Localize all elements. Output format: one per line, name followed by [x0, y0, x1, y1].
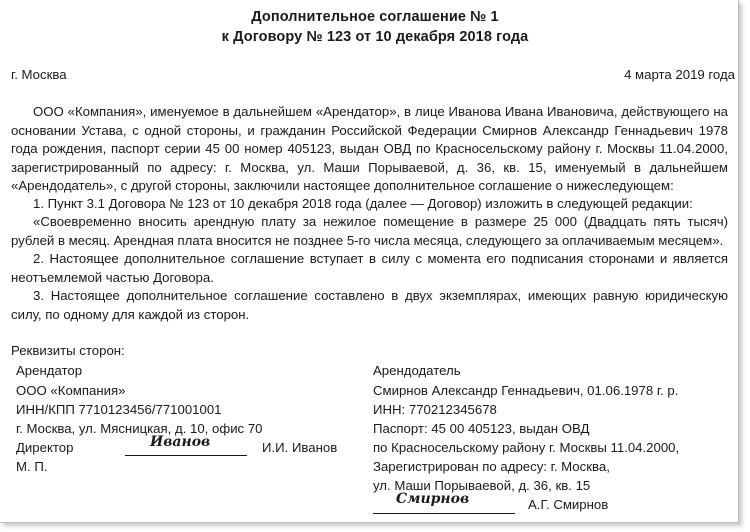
clause-1-quote: «Своевременно вносить арендную плату за нежилое помещение в размере 25 000 (Двадцать пять тысяч) рублей в месяц. Арендная плата вносится не позднее 5-го числа месяца, следующего за оплачиваемым месяцем».	[11, 214, 728, 248]
landlord-inn: ИНН: 770212345678	[373, 402, 497, 417]
clause-1: 1. Пункт 3.1 Договора № 123 от 10 декабря 2018 года (далее — Договор) изложить в следующей редакции:	[33, 196, 693, 211]
tenant-signature: Иванов	[150, 434, 211, 450]
landlord-signer-name: А.Г. Смирнов	[528, 497, 609, 512]
landlord-signature-line	[373, 513, 515, 514]
clause-2: 2. Настоящее дополнительное соглашение вступает в силу с момента его подписания сторонами и является неотъемлемой частью Договора.	[11, 251, 728, 285]
document-subtitle: к Договору № 123 от 10 декабря 2018 года	[221, 29, 529, 45]
tenant-name: ООО «Компания»	[16, 383, 126, 398]
landlord-passport-line2: по Красносельскому району г. Москвы 11.04.2000,	[373, 440, 680, 455]
document-date: 4 марта 2019 года	[624, 67, 735, 82]
clause-3: 3. Настоящее дополнительное соглашение составлено в двух экземплярах, имеющих равную юридическую силу, по одному для каждой из сторон.	[11, 288, 728, 322]
requisites-heading: Реквизиты сторон:	[11, 343, 125, 358]
landlord-passport-line1: Паспорт: 45 00 405123, выдан ОВД	[373, 421, 590, 436]
document-title: Дополнительное соглашение № 1	[251, 9, 499, 25]
tenant-role: Арендатор	[16, 363, 83, 378]
preamble-paragraph: ООО «Компания», именуемое в дальнейшем «Арендатор», в лице Иванова Ивана Ивановича, действующего на основании Устава, с одной стороны, и гражданин Российской Федерации Смирнов Александр Геннадьевич 1978 года рождения, паспорт серии 45 00 номер 405123, выдан ОВД по Красносельскому району г. Москвы 11.04.2000, зарегистрированный по адресу: г. Москва, ул. Маши Порываевой, д. 36, кв. 15, именуемый в дальнейшем «Арендодатель», с другой стороны, заключили настоящее дополнительное соглашение о нижеследующем:	[11, 104, 728, 193]
tenant-signature-line	[125, 455, 247, 456]
tenant-inn: ИНН/КПП 7710123456/771001001	[16, 402, 222, 417]
landlord-address-line2: ул. Маши Порываевой, д. 36, кв. 15	[373, 478, 591, 493]
tenant-address: г. Москва, ул. Мясницкая, д. 10, офис 70	[16, 421, 263, 436]
tenant-stamp-mark: М. П.	[16, 459, 48, 474]
landlord-address-line1: Зарегистрирован по адресу: г. Москва,	[373, 459, 610, 474]
place-of-signing: г. Москва	[11, 67, 67, 82]
tenant-signer-name: И.И. Иванов	[262, 440, 338, 455]
landlord-name: Смирнов Александр Геннадьевич, 01.06.1978 г. р.	[373, 383, 679, 398]
tenant-position: Директор	[16, 440, 74, 455]
landlord-signature: Смирнов	[396, 491, 470, 507]
landlord-role: Арендодатель	[373, 363, 461, 378]
